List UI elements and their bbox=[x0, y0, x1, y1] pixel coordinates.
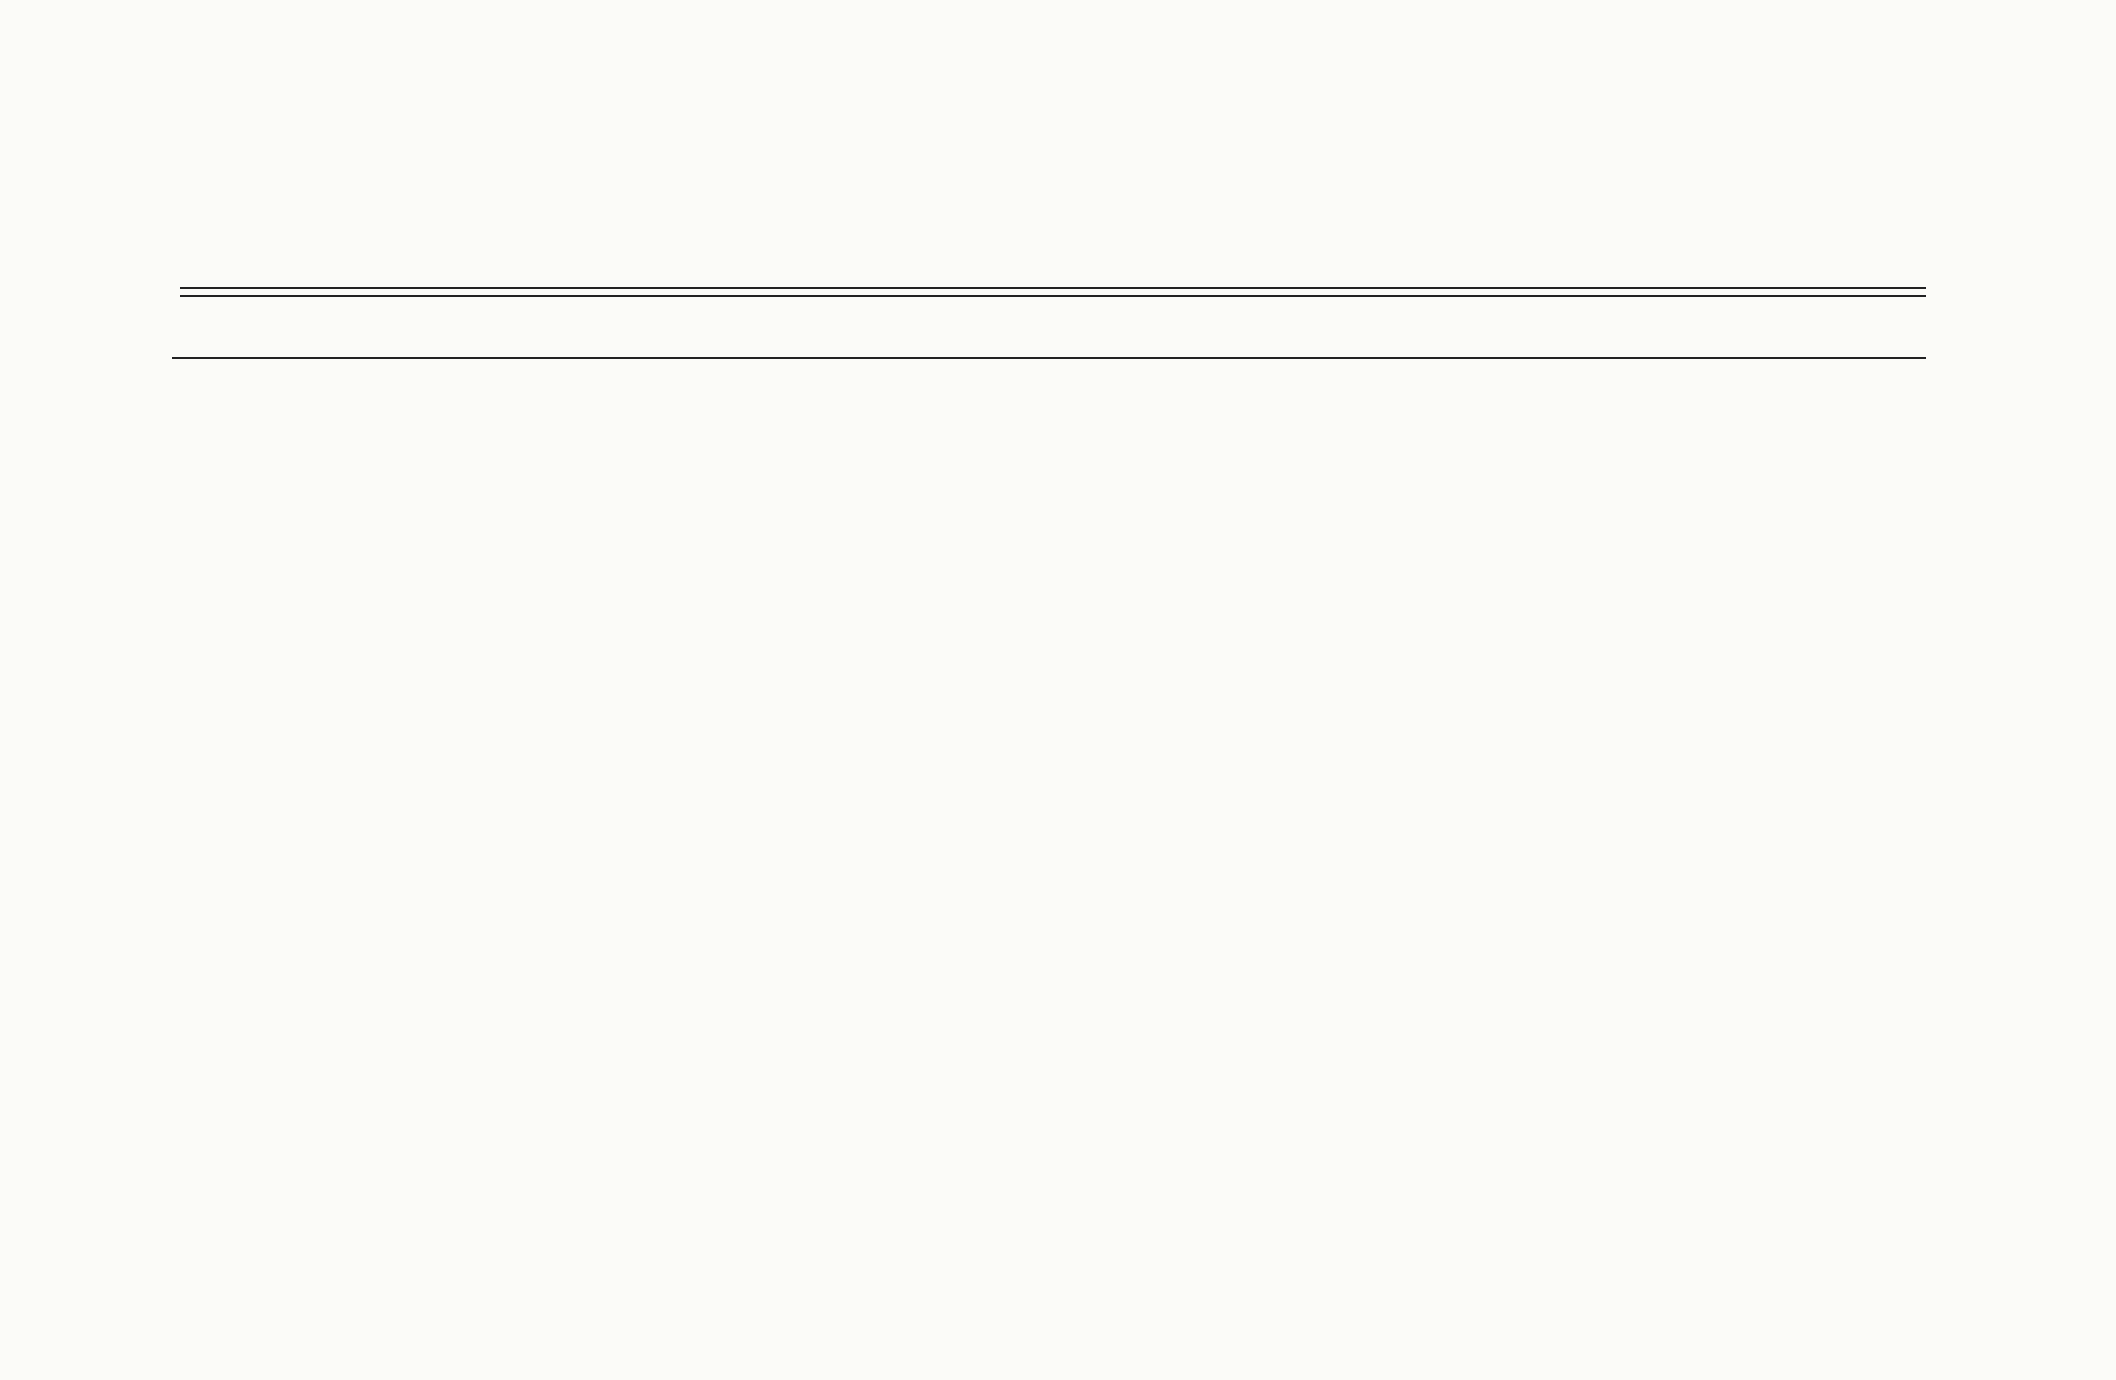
header-rule bbox=[172, 357, 1926, 359]
top-rule bbox=[180, 287, 1926, 289]
top-rule-second bbox=[180, 295, 1926, 297]
